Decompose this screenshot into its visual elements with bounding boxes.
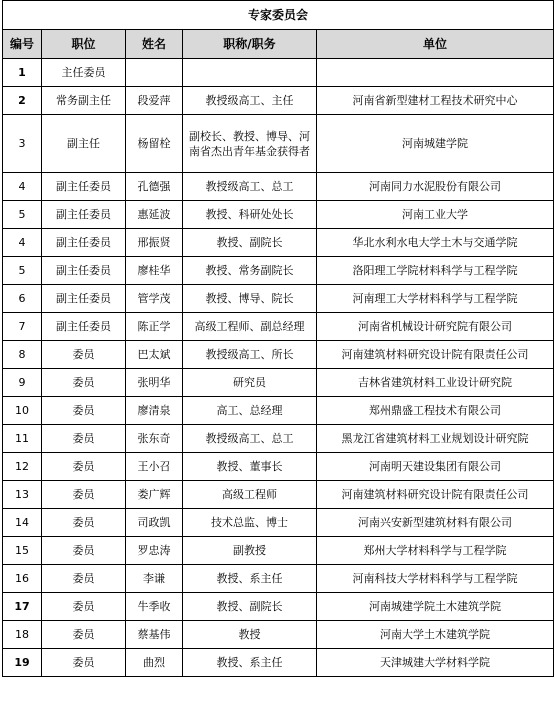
cell-unit: 河南兴安新型建筑材料有限公司 — [317, 509, 554, 537]
cell-name: 廖清泉 — [126, 397, 183, 425]
table-row — [3, 87, 554, 115]
cell-number: 8 — [3, 341, 42, 369]
cell-title-duty: 教授级高工、总工 — [183, 425, 317, 453]
cell-unit: 河南城建学院 — [317, 115, 554, 173]
table-row — [3, 173, 554, 201]
cell-unit: 河南理工大学材料科学与工程学院 — [317, 285, 554, 313]
cell-number: 13 — [3, 481, 42, 509]
cell-number: 15 — [3, 537, 42, 565]
cell-position: 副主任委员 — [42, 285, 126, 313]
cell-position: 委员 — [42, 369, 126, 397]
cell-unit: 华北水利水电大学土木与交通学院 — [317, 229, 554, 257]
table-row — [3, 369, 554, 397]
cell-unit: 天津城建大学材料学院 — [317, 649, 554, 677]
table-row — [3, 537, 554, 565]
cell-number: 16 — [3, 565, 42, 593]
cell-position: 委员 — [42, 481, 126, 509]
cell-name: 巴太斌 — [126, 341, 183, 369]
cell-number: 3 — [3, 115, 42, 173]
cell-position: 副主任委员 — [42, 229, 126, 257]
committee-table-container — [2, 0, 553, 677]
cell-unit: 河南省机械设计研究院有限公司 — [317, 313, 554, 341]
table-row — [3, 257, 554, 285]
cell-unit: 河南同力水泥股份有限公司 — [317, 173, 554, 201]
cell-title-duty: 高级工程师、副总经理 — [183, 313, 317, 341]
header-position: 职位 — [42, 30, 126, 59]
cell-number: 12 — [3, 453, 42, 481]
cell-position: 委员 — [42, 509, 126, 537]
cell-position: 委员 — [42, 593, 126, 621]
cell-number: 5 — [3, 201, 42, 229]
cell-name: 蔡基伟 — [126, 621, 183, 649]
table-row — [3, 565, 554, 593]
header-title-duty: 职称/职务 — [183, 30, 317, 59]
cell-number: 10 — [3, 397, 42, 425]
cell-name — [126, 59, 183, 87]
cell-unit: 吉林省建筑材料工业设计研究院 — [317, 369, 554, 397]
cell-number: 1 — [3, 59, 42, 87]
table-row — [3, 621, 554, 649]
cell-number: 7 — [3, 313, 42, 341]
cell-name: 陈正学 — [126, 313, 183, 341]
header-number: 编号 — [3, 30, 42, 59]
header-row — [3, 30, 554, 59]
cell-position: 委员 — [42, 341, 126, 369]
cell-number: 17 — [3, 593, 42, 621]
cell-number: 2 — [3, 87, 42, 115]
cell-title-duty: 教授、常务副院长 — [183, 257, 317, 285]
cell-name: 惠延波 — [126, 201, 183, 229]
table-title: 专家委员会 — [3, 1, 554, 30]
cell-unit: 郑州鼎盛工程技术有限公司 — [317, 397, 554, 425]
cell-position: 委员 — [42, 453, 126, 481]
cell-number: 11 — [3, 425, 42, 453]
cell-name: 罗忠涛 — [126, 537, 183, 565]
cell-unit: 河南建筑材料研究设计院有限责任公司 — [317, 481, 554, 509]
cell-title-duty: 高工、总经理 — [183, 397, 317, 425]
cell-title-duty — [183, 59, 317, 87]
cell-unit: 洛阳理工学院材料科学与工程学院 — [317, 257, 554, 285]
table-body — [3, 59, 554, 677]
cell-number: 18 — [3, 621, 42, 649]
cell-title-duty: 教授、科研处处长 — [183, 201, 317, 229]
cell-title-duty: 教授、系主任 — [183, 565, 317, 593]
cell-position: 副主任委员 — [42, 257, 126, 285]
cell-name: 杨留栓 — [126, 115, 183, 173]
table-row — [3, 425, 554, 453]
cell-title-duty: 副教授 — [183, 537, 317, 565]
cell-name: 李谦 — [126, 565, 183, 593]
cell-name: 段爱萍 — [126, 87, 183, 115]
cell-number: 19 — [3, 649, 42, 677]
cell-name: 管学茂 — [126, 285, 183, 313]
cell-title-duty: 教授、董事长 — [183, 453, 317, 481]
cell-name: 曲烈 — [126, 649, 183, 677]
cell-position: 副主任 — [42, 115, 126, 173]
cell-position: 常务副主任 — [42, 87, 126, 115]
cell-position: 委员 — [42, 649, 126, 677]
cell-title-duty: 研究员 — [183, 369, 317, 397]
cell-name: 廖桂华 — [126, 257, 183, 285]
cell-name: 张明华 — [126, 369, 183, 397]
table-row — [3, 341, 554, 369]
cell-position: 委员 — [42, 397, 126, 425]
cell-title-duty: 教授、副院长 — [183, 229, 317, 257]
cell-name: 娄广辉 — [126, 481, 183, 509]
table-row — [3, 397, 554, 425]
table-row — [3, 59, 554, 87]
table-row — [3, 649, 554, 677]
cell-title-duty: 教授级高工、所长 — [183, 341, 317, 369]
cell-position: 委员 — [42, 537, 126, 565]
cell-name: 邢振贤 — [126, 229, 183, 257]
cell-position: 委员 — [42, 425, 126, 453]
table-row — [3, 201, 554, 229]
table-row — [3, 285, 554, 313]
cell-number: 4 — [3, 173, 42, 201]
header-unit: 单位 — [317, 30, 554, 59]
cell-title-duty: 高级工程师 — [183, 481, 317, 509]
cell-title-duty: 教授、博导、院长 — [183, 285, 317, 313]
table-row — [3, 481, 554, 509]
cell-number: 9 — [3, 369, 42, 397]
cell-name: 司政凯 — [126, 509, 183, 537]
table-row — [3, 453, 554, 481]
cell-position: 副主任委员 — [42, 201, 126, 229]
cell-title-duty: 教授 — [183, 621, 317, 649]
cell-unit: 河南明天建设集团有限公司 — [317, 453, 554, 481]
cell-unit: 河南科技大学材料科学与工程学院 — [317, 565, 554, 593]
cell-title-duty: 技术总监、博士 — [183, 509, 317, 537]
cell-title-duty: 教授、系主任 — [183, 649, 317, 677]
cell-title-duty: 教授、副院长 — [183, 593, 317, 621]
table-row — [3, 509, 554, 537]
committee-table — [2, 0, 554, 677]
cell-position: 副主任委员 — [42, 173, 126, 201]
cell-position: 主任委员 — [42, 59, 126, 87]
cell-number: 6 — [3, 285, 42, 313]
cell-number: 14 — [3, 509, 42, 537]
cell-title-duty: 副校长、教授、博导、河南省杰出青年基金获得者 — [183, 115, 317, 173]
cell-unit: 河南城建学院土木建筑学院 — [317, 593, 554, 621]
cell-name: 王小召 — [126, 453, 183, 481]
table-row — [3, 313, 554, 341]
cell-unit: 郑州大学材料科学与工程学院 — [317, 537, 554, 565]
cell-number: 5 — [3, 257, 42, 285]
cell-title-duty: 教授级高工、总工 — [183, 173, 317, 201]
cell-position: 委员 — [42, 565, 126, 593]
cell-number: 4 — [3, 229, 42, 257]
cell-title-duty: 教授级高工、主任 — [183, 87, 317, 115]
cell-name: 牛季收 — [126, 593, 183, 621]
table-row — [3, 229, 554, 257]
table-row — [3, 593, 554, 621]
header-name: 姓名 — [126, 30, 183, 59]
cell-unit: 黑龙江省建筑材料工业规划设计研究院 — [317, 425, 554, 453]
cell-name: 孔德强 — [126, 173, 183, 201]
cell-unit: 河南建筑材料研究设计院有限责任公司 — [317, 341, 554, 369]
cell-position: 委员 — [42, 621, 126, 649]
table-row — [3, 115, 554, 173]
cell-name: 张东奇 — [126, 425, 183, 453]
cell-unit — [317, 59, 554, 87]
cell-unit: 河南工业大学 — [317, 201, 554, 229]
cell-position: 副主任委员 — [42, 313, 126, 341]
cell-unit: 河南省新型建材工程技术研究中心 — [317, 87, 554, 115]
cell-unit: 河南大学土木建筑学院 — [317, 621, 554, 649]
